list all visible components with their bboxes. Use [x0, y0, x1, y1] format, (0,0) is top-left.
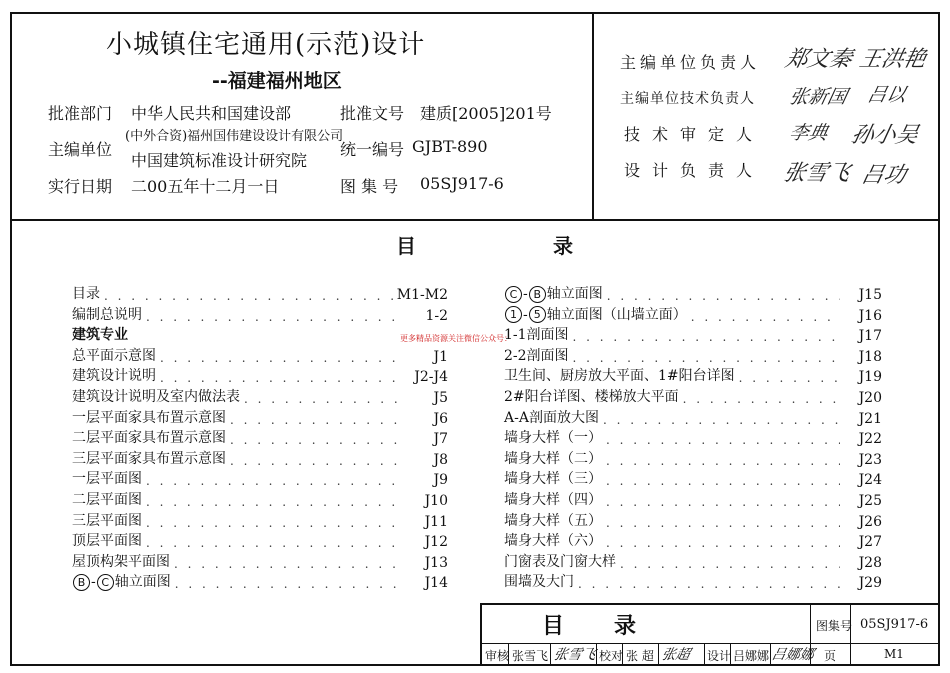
toc-entry-title: [504, 304, 687, 324]
toc-entry-title: [504, 427, 602, 447]
toc-entry: [504, 510, 882, 530]
atlas-no-label-block: 图集号: [816, 619, 853, 633]
toc-entry-title: [72, 324, 128, 344]
toc-leader-dots: [174, 557, 406, 571]
toc-leader-dots: [573, 330, 840, 344]
toc-entry: [72, 324, 448, 344]
toc-leader-dots: [146, 474, 406, 488]
resp-label-editor: 主编单位负责人: [620, 53, 761, 72]
toc-entry: [504, 304, 882, 324]
toc-entry: [504, 448, 882, 468]
toc-entry-page: J22: [858, 431, 882, 448]
title-block: [480, 603, 938, 664]
toc-entry-page: J25: [858, 493, 882, 509]
approval-doc-label: 批准文号: [340, 104, 405, 123]
toc-entry: [504, 283, 882, 303]
atlas-no-label: 图 集 号: [340, 177, 399, 196]
title-block-line: [550, 643, 551, 664]
review-signature: 张雪飞: [552, 647, 598, 663]
toc-entry-title: [72, 427, 226, 447]
toc-entry: [72, 427, 448, 447]
toc-entry: [504, 427, 882, 447]
toc-entry-text: 墙身大样（二）: [504, 450, 602, 467]
axis-marker-start: 1: [505, 306, 522, 323]
toc-entry-text: 总平面示意图: [72, 347, 156, 364]
toc-entry-text: 墙身大样（五）: [504, 512, 602, 529]
toc-entry-text: 建筑设计说明及室内做法表: [72, 389, 240, 405]
toc-leader-dots: [606, 454, 840, 468]
toc-entry-page: J14: [424, 575, 448, 592]
toc-entry-page: J10: [424, 493, 448, 509]
toc-entry-text: 三层平面图: [72, 512, 142, 529]
effective-label: 实行日期: [48, 177, 113, 196]
toc-leader-dots: [606, 474, 840, 488]
toc-leader-dots: [230, 454, 406, 468]
toc-leader-dots: [244, 392, 406, 406]
toc-entry-title: [72, 283, 100, 303]
toc-leader-dots: [175, 577, 406, 591]
unified-no-label: 统一编号: [340, 140, 405, 159]
toc-entry-page: J5: [433, 390, 448, 406]
signature-design-2: 吕功: [858, 163, 909, 188]
toc-entry-title: [72, 365, 156, 385]
design-name: 吕娜娜: [733, 649, 770, 663]
toc-entry: [72, 407, 448, 427]
toc-leader-dots: [146, 536, 406, 550]
toc-entry-text: 2#阳台详图、楼梯放大平面: [504, 389, 679, 405]
toc-entry-page: J8: [433, 451, 448, 468]
toc-entry: [504, 365, 882, 385]
toc-entry: [72, 386, 448, 406]
toc-leader-dots: [160, 371, 406, 385]
axis-marker-start: C: [505, 286, 522, 303]
toc-entry-page: J7: [433, 431, 448, 448]
toc-entry-page: J2-J4: [414, 369, 448, 386]
toc-entry-text: 轴立面图: [114, 574, 171, 591]
toc-leader-dots: [104, 289, 393, 303]
toc-entry-title: [72, 489, 142, 509]
toc-leader-dots: [146, 495, 406, 509]
toc-leader-dots: [160, 351, 406, 365]
title-block-line: [508, 643, 509, 664]
toc-entry-text: 三层平面家具布置示意图: [72, 450, 226, 467]
title-block-line: [596, 643, 597, 664]
toc-entry-text: 轴立面图（山墙立面）: [546, 306, 687, 323]
toc-leader-dots: [683, 392, 840, 406]
page-label: 页: [824, 649, 837, 663]
signature-review-1: 李典: [787, 122, 831, 144]
toc-entry-text: 轴立面图: [546, 286, 603, 302]
signature-design-1: 张雪飞: [780, 161, 853, 186]
toc-leader-dots: [603, 413, 840, 427]
title-block-line: [730, 643, 731, 664]
toc-entry-page: J28: [858, 554, 882, 571]
check-name: 张 超: [626, 649, 654, 663]
header-vertical-divider: [592, 12, 594, 219]
review-label: 审核: [485, 649, 510, 663]
toc-entry-text: 建筑设计说明: [72, 368, 156, 385]
title-block-line: [658, 643, 659, 664]
toc-leader-dots: [230, 433, 406, 447]
toc-entry-page: J11: [424, 513, 448, 530]
toc-entry-page: J29: [858, 575, 882, 592]
toc-entry: [504, 386, 882, 406]
toc-entry-text: 卫生间、厨房放大平面、1#阳台详图: [504, 368, 735, 385]
toc-entry-page: J27: [858, 534, 882, 551]
approval-dept-label: 批准部门: [48, 104, 113, 123]
toc-entry-title: [504, 530, 602, 550]
toc-entry-page: J21: [858, 410, 882, 427]
toc-entry-text: 墙身大样（三）: [504, 471, 602, 488]
toc-entry-page: J24: [858, 472, 882, 489]
toc-leader-dots: [606, 516, 840, 530]
toc-entry-title: [504, 489, 602, 509]
toc-entry-page: J13: [424, 554, 448, 571]
toc-entry: [72, 345, 448, 365]
toc-entry-page: J26: [858, 513, 882, 530]
resource-notice: 更多精品资源关注微信公众号：: [400, 334, 512, 343]
approval-doc: 建质[2005]201号: [420, 104, 552, 123]
toc-entry-text: 墙身大样（一）: [504, 430, 602, 447]
toc-entry-page: J9: [433, 472, 448, 489]
toc-entry-text: 一层平面图: [72, 471, 142, 488]
toc-entry-title: [72, 510, 142, 530]
toc-entry-title: [504, 571, 574, 591]
toc-entry-title: [72, 448, 226, 468]
toc-entry-page: J15: [858, 287, 882, 303]
toc-entry-page: J18: [858, 348, 882, 365]
toc-entry-page: J23: [858, 451, 882, 468]
toc-entry: [504, 489, 882, 509]
toc-entry-text: 一层平面家具布置示意图: [72, 409, 226, 426]
toc-entry-title: [504, 345, 569, 365]
toc-entry: [504, 468, 882, 488]
page-number: M1: [884, 647, 904, 661]
signature-review-2: 孙小吴: [848, 123, 921, 148]
toc-entry-text: 1-1剖面图: [504, 327, 569, 344]
toc-entry-page: 1-2: [425, 307, 448, 324]
toc-leader-dots: [691, 310, 840, 324]
toc-entry: [504, 324, 882, 344]
editor-line1: (中外合资)福州国伟建设设计有限公司: [125, 129, 344, 144]
toc-entry-page: M1-M2: [396, 287, 448, 303]
toc-leader-dots: [606, 495, 840, 509]
axis-marker-end: B: [529, 286, 546, 303]
toc-entry-page: J20: [858, 390, 882, 406]
toc-entry-page: J16: [858, 307, 882, 324]
toc-entry-page: J6: [433, 410, 448, 427]
atlas-no-block: 05SJ917-6: [860, 617, 929, 632]
toc-entry-title: [504, 283, 603, 303]
toc-entry: [72, 448, 448, 468]
toc-leader-dots: [620, 557, 840, 571]
axis-dash: -: [91, 574, 96, 591]
toc-entry-title: [72, 304, 142, 324]
toc-entry: [72, 365, 448, 385]
resp-label-review: 技术审定人: [624, 125, 765, 144]
toc-entry-page: J1: [433, 348, 448, 365]
check-label: 校对: [599, 649, 624, 663]
toc-entry-text: 门窗表及门窗大样: [504, 553, 616, 570]
toc-entry-title: [504, 510, 602, 530]
axis-marker-end: 5: [529, 306, 546, 323]
editor-label: 主编单位: [48, 140, 113, 159]
toc-entry: [72, 283, 448, 303]
toc-entry-text: 屋顶构架平面图: [72, 553, 170, 570]
toc-entry-text: 建筑专业: [72, 327, 128, 344]
signature-tech-2: 吕以: [865, 84, 909, 106]
toc-entry-text: 顶层平面图: [72, 533, 142, 550]
toc-entry-text: 二层平面图: [72, 492, 142, 508]
toc-entry: [504, 407, 882, 427]
toc-entry-title: [72, 530, 142, 550]
toc-leader-dots: [606, 433, 840, 447]
toc-entry-title: [72, 551, 170, 571]
toc-leader-dots: [607, 289, 840, 303]
design-label: 设计: [707, 649, 732, 663]
toc-entry: [504, 345, 882, 365]
toc-entry-text: 墙身大样（六）: [504, 533, 602, 550]
approval-dept: 中华人民共和国建设部: [131, 104, 292, 123]
atlas-subtitle: --福建福州地区: [212, 70, 342, 92]
toc-entry-page: J19: [858, 369, 882, 386]
unified-no: GJBT-890: [412, 137, 488, 156]
toc-entry-title: [504, 386, 679, 406]
toc-entry: [72, 489, 448, 509]
title-block-line: [622, 643, 623, 664]
title-block-title: 目录: [542, 614, 687, 639]
toc-entry-title: [504, 324, 569, 344]
title-block-line: [850, 605, 851, 664]
toc-entry-title: [72, 407, 226, 427]
toc-entry-title: [504, 468, 602, 488]
toc-entry-title: [504, 365, 735, 385]
editor-line2: 中国建筑标准设计研究院: [131, 151, 308, 170]
toc-leader-dots: [573, 351, 840, 365]
toc-entry-title: [504, 551, 616, 571]
toc-entry-title: [72, 386, 240, 406]
toc-leader-dots: [578, 577, 840, 591]
design-signature: 吕娜娜: [770, 647, 816, 663]
effective-date: 二00五年十二月一日: [131, 177, 280, 196]
axis-marker-start: B: [73, 574, 90, 591]
toc-entry: [504, 571, 882, 591]
signature-tech-1: 张新国: [787, 86, 850, 108]
toc-entry-text: 目录: [72, 286, 100, 302]
toc-entry-text: 编制总说明: [72, 306, 142, 323]
toc-entry: [72, 530, 448, 550]
toc-entry: [72, 304, 448, 324]
signature-editor-2: 王洪艳: [856, 47, 929, 72]
review-name: 张雪飞: [512, 649, 549, 663]
toc-entry-title: [504, 448, 602, 468]
toc-leader-dots: [146, 310, 406, 324]
toc-title-right: 录: [553, 234, 573, 258]
toc-entry-text: 二层平面家具布置示意图: [72, 430, 226, 447]
resp-label-tech: 主编单位技术负责人: [620, 91, 755, 107]
toc-leader-dots: [606, 536, 840, 550]
toc-entry-page: J17: [858, 328, 882, 345]
axis-marker-end: C: [97, 574, 114, 591]
atlas-no: 05SJ917-6: [420, 174, 504, 193]
toc-leader-dots: [230, 413, 406, 427]
toc-entry-page: J12: [424, 534, 448, 551]
toc-entry-text: 围墙及大门: [504, 574, 574, 591]
toc-leader-dots: [146, 516, 406, 530]
toc-entry: [504, 530, 882, 550]
toc-entry-text: 2-2剖面图: [504, 347, 569, 364]
header-divider: [10, 219, 940, 221]
toc-entry: [504, 551, 882, 571]
toc-entry: [72, 468, 448, 488]
toc-entry-title: [72, 345, 156, 365]
title-block-line: [704, 643, 705, 664]
atlas-title: 小城镇住宅通用(示范)设计: [106, 30, 426, 60]
toc-entry: [72, 571, 448, 591]
toc-entry-text: 墙身大样（四）: [504, 492, 602, 508]
toc-entry-title: [504, 407, 599, 427]
toc-entry: [72, 551, 448, 571]
resp-label-design: 设计负责人: [624, 161, 765, 180]
signature-editor-1: 郑文秦: [782, 47, 855, 72]
check-signature: 张超: [660, 647, 692, 663]
toc-leader-dots: [739, 371, 840, 385]
toc-entry-text: A-A剖面放大图: [504, 409, 599, 426]
axis-dash: -: [523, 286, 528, 302]
toc-entry: [72, 510, 448, 530]
toc-entry-title: [72, 468, 142, 488]
toc-title-left: 目: [396, 234, 416, 258]
toc-entry-title: [72, 571, 171, 591]
axis-dash: -: [523, 306, 528, 323]
